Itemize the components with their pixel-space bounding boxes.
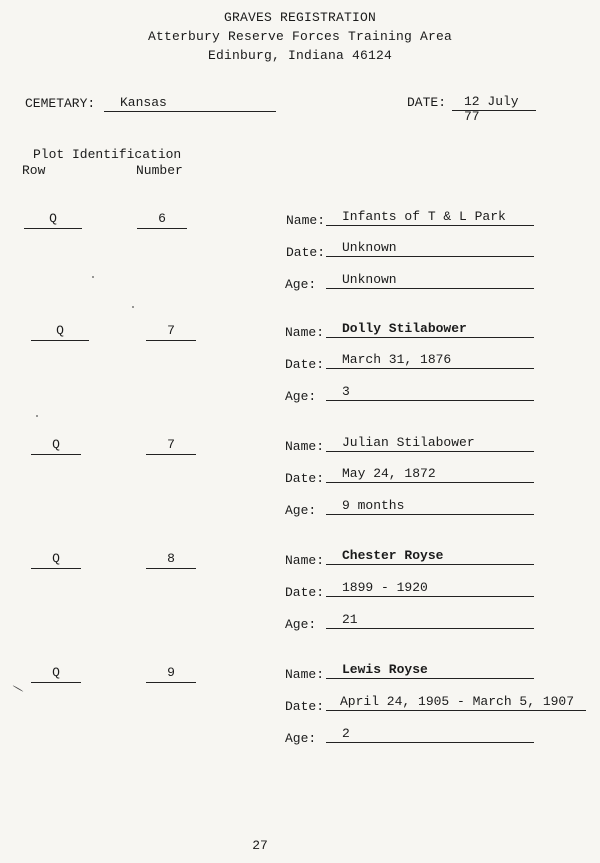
entry-name-value: Dolly Stilabower <box>326 321 534 338</box>
age-label: Age: <box>285 277 317 292</box>
plot-identification-heading: Plot Identification <box>33 147 182 162</box>
entry-age-value: 3 <box>326 384 534 401</box>
name-label: Name: <box>285 439 325 454</box>
entry-name-value: Infants of T & L Park <box>326 209 534 226</box>
entry-date-value: Unknown <box>326 240 534 257</box>
date-label: DATE: <box>407 95 447 110</box>
entry-date-value: May 24, 1872 <box>326 466 534 483</box>
entry-row-cell: Q <box>31 550 81 569</box>
name-label: Name: <box>285 325 325 340</box>
entry-age-value: Unknown <box>326 272 534 289</box>
date-field-label: Date: <box>286 245 326 260</box>
entry-number-cell: 6 <box>137 210 187 229</box>
name-label: Name: <box>286 213 326 228</box>
age-label: Age: <box>285 389 317 404</box>
entry-age-value: 21 <box>326 612 534 629</box>
entry-number-cell: 8 <box>146 550 196 569</box>
name-label: Name: <box>285 553 325 568</box>
name-label: Name: <box>285 667 325 682</box>
date-field-label: Date: <box>285 585 325 600</box>
scan-mark <box>13 685 24 692</box>
entry-name-value: Julian Stilabower <box>326 435 534 452</box>
row-column-header: Row <box>22 163 46 178</box>
entry-row-cell: Q <box>24 210 82 229</box>
cemetery-label: CEMETARY: <box>25 96 96 111</box>
date-value: 12 July 77 <box>452 94 536 111</box>
form-title: GRAVES REGISTRATION <box>223 10 377 25</box>
entry-row-cell: Q <box>31 664 81 683</box>
entry-row-cell: Q <box>31 436 81 455</box>
scan-speck <box>92 276 94 278</box>
entry-number-cell: 7 <box>146 436 196 455</box>
scan-speck <box>36 415 38 417</box>
entry-date-value: April 24, 1905 - March 5, 1907 <box>326 694 586 711</box>
entry-age-value: 9 months <box>326 498 534 515</box>
date-field-label: Date: <box>285 357 325 372</box>
date-field-label: Date: <box>285 471 325 486</box>
age-label: Age: <box>285 617 317 632</box>
number-column-header: Number <box>136 163 183 178</box>
form-location: Edinburg, Indiana 46124 <box>207 48 393 63</box>
form-subtitle: Atterbury Reserve Forces Training Area <box>147 29 453 44</box>
page-number: 27 <box>252 838 268 853</box>
scan-speck <box>132 306 134 308</box>
entry-name-value: Chester Royse <box>326 548 534 565</box>
entry-name-value: Lewis Royse <box>326 662 534 679</box>
entry-date-value: March 31, 1876 <box>326 352 534 369</box>
cemetery-value: Kansas <box>104 95 276 112</box>
age-label: Age: <box>285 731 317 746</box>
entry-age-value: 2 <box>326 726 534 743</box>
date-field-label: Date: <box>285 699 325 714</box>
entry-row-cell: Q <box>31 322 89 341</box>
entry-date-value: 1899 - 1920 <box>326 580 534 597</box>
entry-number-cell: 9 <box>146 664 196 683</box>
age-label: Age: <box>285 503 317 518</box>
entry-number-cell: 7 <box>146 322 196 341</box>
